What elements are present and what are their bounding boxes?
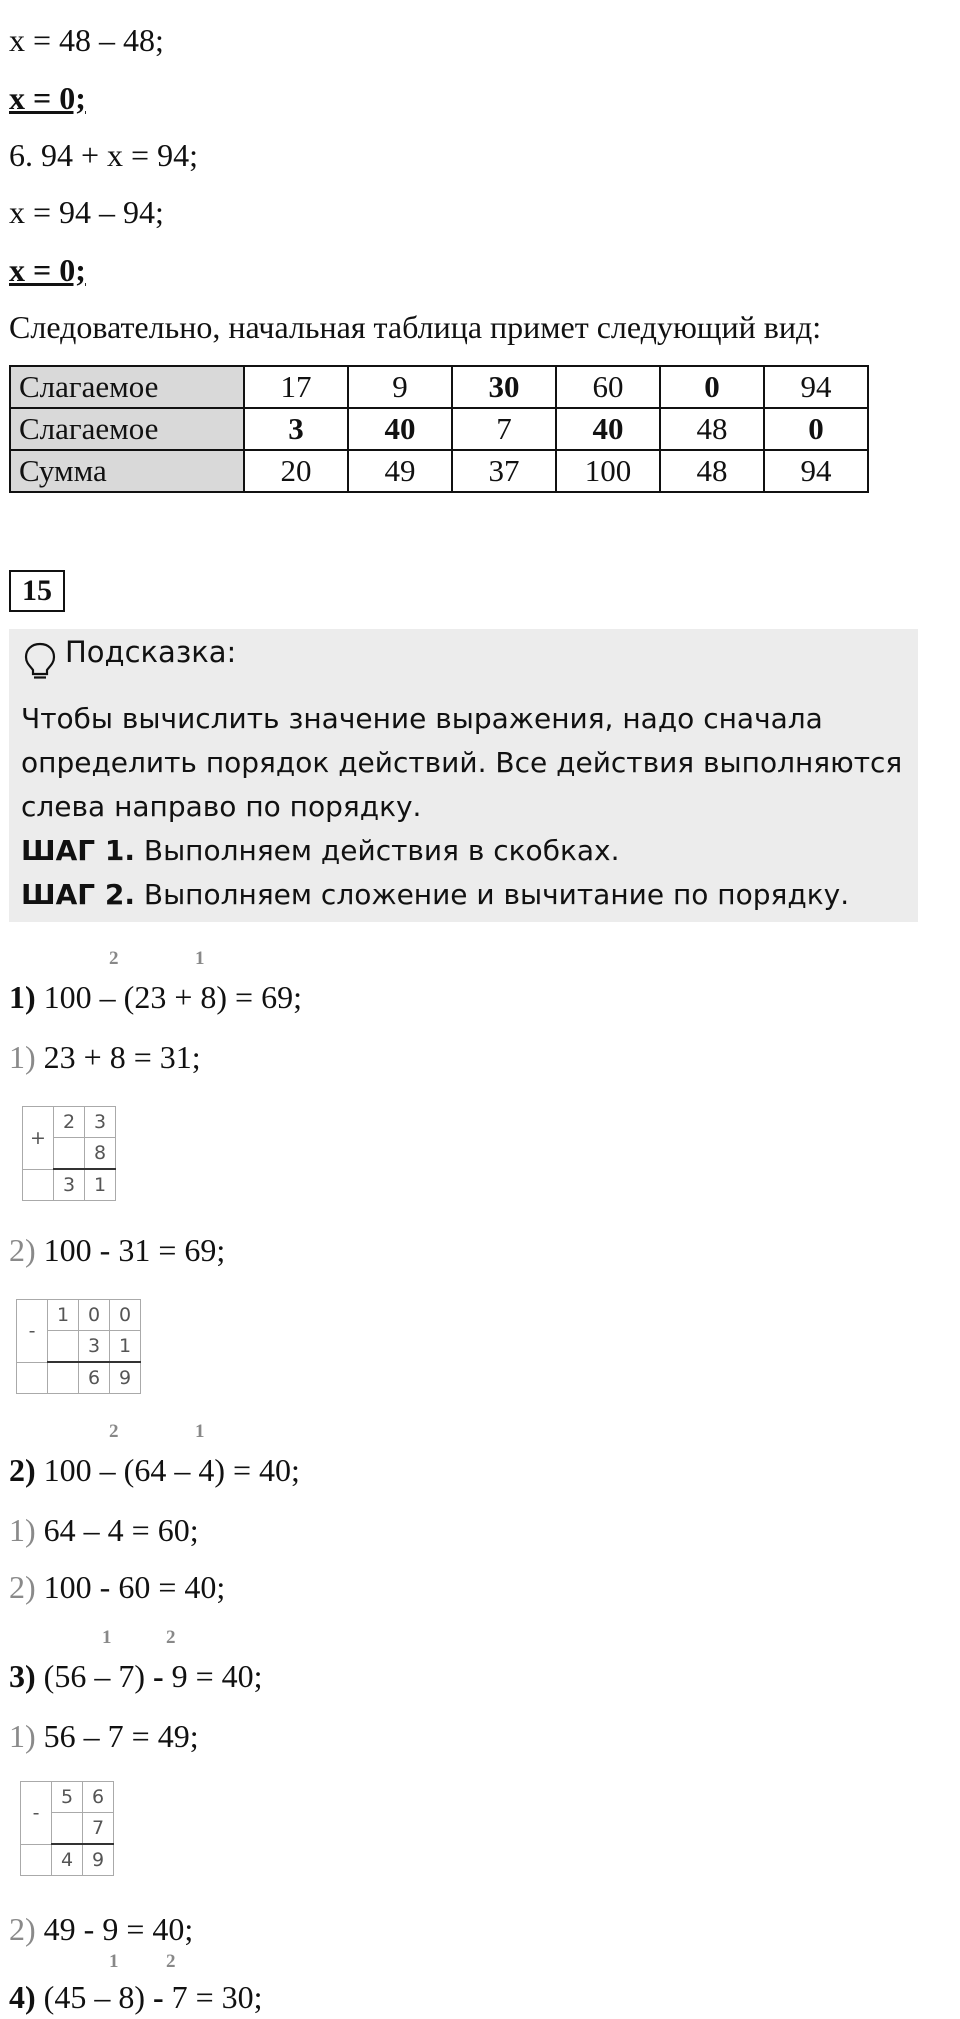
digit-cell: 6 — [79, 1362, 110, 1394]
problem-number: 3) — [9, 1658, 36, 1694]
table-cell: 9 — [348, 366, 452, 408]
digit-cell: 4 — [52, 1844, 83, 1876]
expression-operator: - — [152, 1658, 164, 1694]
step-label: ШАГ 1. — [21, 834, 135, 867]
expression-text: 100 – (23 + 8) = 69; — [35, 979, 302, 1015]
column-addition — [22, 1106, 116, 1201]
table-cell: 37 — [452, 450, 556, 492]
task-number: 15 — [9, 570, 65, 612]
digit-cell: 3 — [79, 1331, 110, 1363]
table-row — [10, 408, 868, 450]
problem-expression — [9, 1979, 263, 2015]
digit-cell: 5 — [52, 1782, 83, 1813]
digit-cell: 6 — [83, 1782, 114, 1813]
operator-sign: + — [23, 1107, 54, 1170]
hint-text: определить порядок действий. Все действия выполняются — [21, 746, 903, 779]
problem-expression — [9, 1452, 300, 1488]
step-text: Выполняем действия в скобках. — [134, 834, 620, 867]
step-line — [9, 1718, 199, 1754]
table-cell: 60 — [556, 366, 660, 408]
table-cell: 40 — [556, 408, 660, 450]
action-order: 1 — [195, 948, 205, 969]
problem-number: 4) — [9, 1979, 36, 2015]
digit-cell — [17, 1362, 48, 1394]
digit-cell: 1 — [110, 1331, 141, 1363]
digit-cell: 7 — [83, 1813, 114, 1845]
digit-cell: 0 — [110, 1300, 141, 1331]
digit-cell — [54, 1138, 85, 1170]
conclusion-text: Следовательно, начальная таблица примет следующий вид: — [9, 309, 822, 345]
step-line — [9, 1039, 201, 1075]
digit-cell — [52, 1813, 83, 1845]
step-label: ШАГ 2. — [21, 878, 135, 911]
hint-text: слева направо по порядку. — [21, 790, 422, 823]
action-order: 1 — [102, 1627, 112, 1648]
operator-sign: - — [17, 1300, 48, 1363]
table-cell: 48 — [660, 450, 764, 492]
table-cell: 49 — [348, 450, 452, 492]
column-subtraction — [16, 1299, 141, 1394]
step-line — [9, 1512, 199, 1548]
row-label: Сумма — [10, 450, 244, 492]
digit-cell: 2 — [54, 1107, 85, 1138]
table-cell: 7 — [452, 408, 556, 450]
table-cell: 94 — [764, 366, 868, 408]
digit-cell: 1 — [85, 1169, 116, 1201]
step-line — [9, 1569, 225, 1605]
table-cell: 20 — [244, 450, 348, 492]
sum-table — [9, 365, 869, 493]
step-number: 1) — [9, 1039, 36, 1075]
table-row — [10, 450, 868, 492]
hint-title: Подсказка: — [65, 635, 237, 669]
table-row — [10, 366, 868, 408]
table-cell: 100 — [556, 450, 660, 492]
step-expression: 100 - 60 = 40; — [35, 1569, 226, 1605]
step-expression: 56 – 7 = 49; — [35, 1718, 199, 1754]
action-order: 2 — [109, 1421, 119, 1442]
hint-step — [21, 878, 849, 911]
step-expression: 64 – 4 = 60; — [35, 1512, 199, 1548]
digit-cell: 1 — [48, 1300, 79, 1331]
step-expression: 23 + 8 = 31; — [35, 1039, 201, 1075]
equation-answer: x = 0; — [9, 80, 86, 116]
table-cell: 48 — [660, 408, 764, 450]
equation-answer: x = 0; — [9, 252, 86, 288]
column-subtraction — [20, 1781, 114, 1876]
action-order: 2 — [166, 1627, 176, 1648]
row-label: Слагаемое — [10, 408, 244, 450]
expression-text: 7 = 30; — [163, 1979, 263, 2015]
step-number: 1) — [9, 1512, 36, 1548]
step-number: 2) — [9, 1911, 36, 1947]
step-number: 2) — [9, 1569, 36, 1605]
action-order: 1 — [195, 1421, 205, 1442]
action-order: 2 — [166, 1951, 176, 1972]
table-cell: 40 — [348, 408, 452, 450]
digit-cell: 3 — [85, 1107, 116, 1138]
expression-text: (56 – 7) — [35, 1658, 153, 1694]
table-cell: 30 — [452, 366, 556, 408]
step-line — [9, 1232, 225, 1268]
digit-cell — [21, 1844, 52, 1876]
table-cell: 0 — [764, 408, 868, 450]
operator-sign: - — [21, 1782, 52, 1845]
step-line — [9, 1911, 193, 1947]
step-number: 2) — [9, 1232, 36, 1268]
table-cell: 17 — [244, 366, 348, 408]
expression-text: (45 – 8) — [35, 1979, 153, 2015]
step-expression: 100 - 31 = 69; — [35, 1232, 226, 1268]
digit-cell: 9 — [83, 1844, 114, 1876]
digit-cell: 3 — [54, 1169, 85, 1201]
expression-operator: - — [152, 1979, 164, 2015]
expression-text: 9 = 40; — [163, 1658, 263, 1694]
digit-cell: 9 — [110, 1362, 141, 1394]
expression-text: 100 – (64 – 4) = 40; — [35, 1452, 300, 1488]
digit-cell: 0 — [79, 1300, 110, 1331]
lightbulb-icon — [23, 641, 57, 681]
table-cell: 94 — [764, 450, 868, 492]
row-label: Слагаемое — [10, 366, 244, 408]
problem-number: 1) — [9, 979, 36, 1015]
table-cell: 0 — [660, 366, 764, 408]
action-order: 1 — [109, 1951, 119, 1972]
step-expression: 49 - 9 = 40; — [35, 1911, 194, 1947]
equation-line: x = 94 – 94; — [9, 194, 164, 230]
action-order: 2 — [109, 948, 119, 969]
step-text: Выполняем сложение и вычитание по порядку. — [134, 878, 850, 911]
digit-cell — [48, 1331, 79, 1363]
table-cell: 3 — [244, 408, 348, 450]
problem-expression — [9, 1658, 263, 1694]
problem-number: 2) — [9, 1452, 36, 1488]
equation-line: 6. 94 + x = 94; — [9, 137, 198, 173]
hint-text: Чтобы вычислить значение выражения, надо сначала — [21, 702, 823, 735]
digit-cell — [23, 1169, 54, 1201]
digit-cell — [48, 1362, 79, 1394]
hint-step — [21, 834, 620, 867]
hint-box — [9, 629, 918, 922]
step-number: 1) — [9, 1718, 36, 1754]
equation-line: x = 48 – 48; — [9, 22, 164, 58]
digit-cell: 8 — [85, 1138, 116, 1170]
problem-expression — [9, 979, 302, 1015]
